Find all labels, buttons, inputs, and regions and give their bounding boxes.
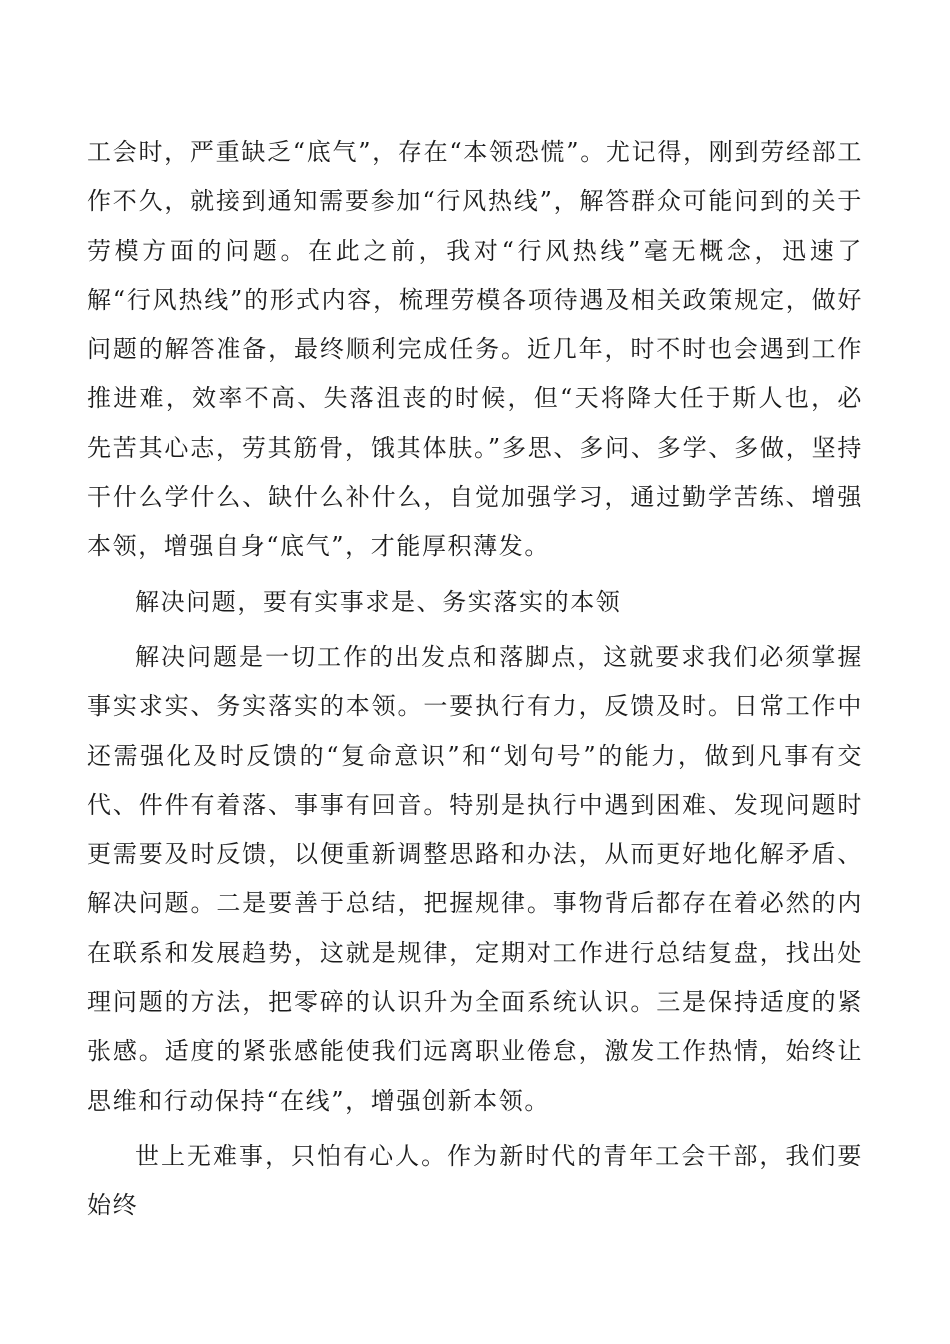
paragraph-solve-problems: 解决问题是一切工作的出发点和落脚点，这就要求我们必须掌握事实求实、务实落实的本领。一要执行有力，反馈及时。日常工作中还需强化及时反馈的“复命意识”和“划句号”的能力，做到凡事有交代、件件有着落、事事有回音。特别是执行中遇到困难、发现问题时更需要及时反馈，以便重新调整思路和办法，从而更好地化解矛盾、解决问题。二是要善于总结，把握规律。事物背后都存在着必然的内在联系和发展趋势，这就是规律，定期对工作进行总结复盘，找出处理问题的方法，把零碎的认识升为全面系统认识。三是保持适度的紧张感。适度的紧张感能使我们远离职业倦怠，激发工作热情，始终让思维和行动保持“在线”，增强创新本领。 bbox=[87, 642, 863, 1115]
document-body bbox=[87, 128, 863, 1237]
paragraph-continuation: 工会时，严重缺乏“底气”，存在“本领恐慌”。尤记得，刚到劳经部工作不久，就接到通知需要参加“行风热线”，解答群众可能问到的关于劳模方面的问题。在此之前，我对“行风热线”毫无概念，迅速了解“行风热线”的形式内容，梳理劳模各项待遇及相关政策规定，做好问题的解答准备，最终顺利完成任务。近几年，时不时也会遇到工作推进难，效率不高、失落沮丧的时候，但“天将降大任于斯人也，必先苦其心志，劳其筋骨，饿其体肤。”多思、多问、多学、多做，坚持干什么学什么、缺什么补什么，自觉加强学习，通过勤学苦练、增强本领，增强自身“底气”，才能厚积薄发。 bbox=[87, 138, 863, 561]
paragraph-closing: 世上无难事，只怕有心人。作为新时代的青年工会干部，我们要始终 bbox=[87, 1141, 863, 1220]
section-heading: 解决问题，要有实事求是、务实落实的本领 bbox=[135, 587, 622, 616]
